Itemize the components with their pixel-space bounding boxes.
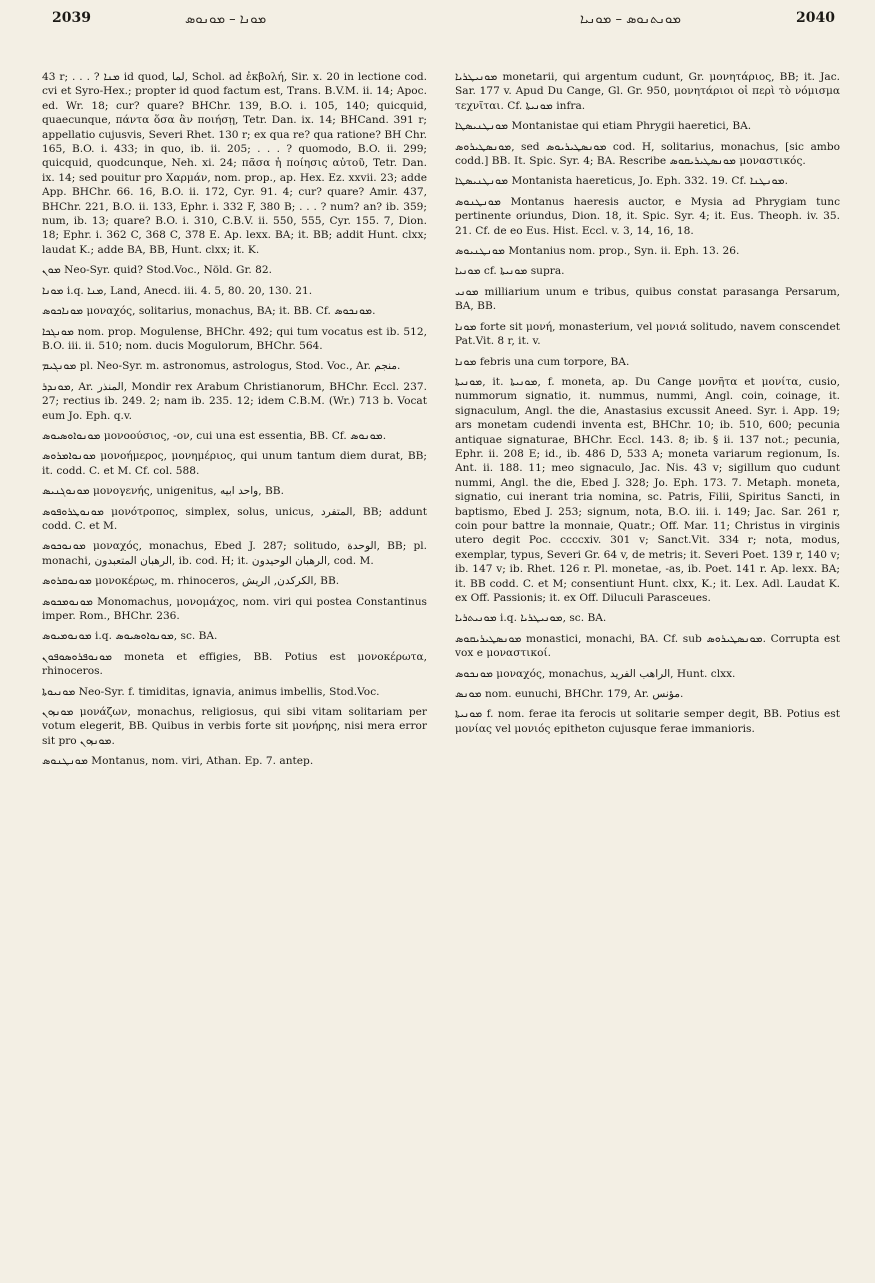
dictionary-entry: ܡܘܢܐ i.q. ܡܢܐ, Land, Anecd. iii. 4. 5, 80. 20, 130. 21. [42,284,313,297]
dictionary-entry: ܡܘܢܛܢܝܘܣ Montanius nom. prop., Syn. ii. Eph. 13. 26. [455,245,740,258]
dictionary-entry: ܡܘܢܣܛܝܪܘܣ, sed ܡܘܢܣܛܝܪܝܘܣ cod. H, solitarius, monachus, [sic ambo codd.] BB. It. Spic. Syr. 4; BA. Rescribe ܡܘܢܣܛܝܪܝܩܘܣ μοναστικός. [455,140,840,168]
dictionary-entry: ܡܘܢܓܟܐ nom. prop. Mogulense, BHChr. 492; qui tum vocatus est ib. 512, B.O. iii. ii. 510; nom. ducis Mogulorum, BHChr. 564. [42,325,427,352]
dictionary-entry: ܡܘܢܝܘܬܐ Neo-Syr. f. timiditas, ignavia, animus imbellis, Stod.Voc. [42,685,380,698]
dictionary-entry: ܡܘܢܘܡܝܘܣ i.q. ܡܘܢܘܐܘܣܝܘܣ, sc. BA. [42,630,218,643]
right-page-number: 2040 [796,10,835,26]
dictionary-entry: ܡܘܢܝܛܪܝܐ monetarii, qui argentum cudunt, Gr. μονητάριος, BB; it. Jac. Sar. 177 v. Apud Du Cange, Gl. Gr. 950, μονητάριοι οἱ περὶ τὸ νόμισμα τεχνῖται. Cf. ܡܘܢܝܬܐ infra. [455,71,840,112]
dictionary-entry: ܡܘܢܕܪ, Ar. المنذر, Mondir rex Arabum Christianorum, BHChr. Eccl. 237. 27; rectius ib. 249. 2; nam ib. 235. 12; idem C.B.M. (Wr.) 713 b. Vocat eum Jo. Eph. q.v. [42,380,427,422]
dictionary-entry: ܡܘܢܛܢܘܣ Montanus haeresis auctor, e Mysia ad Phrygiam tunc pertinente oriundus, Dion. 18, it. Spic. Syr. 4; it. Eus. Theoph. iv. 35. 21. Cf. de eo Eus. Hist. Eccl. v. 3, 14, 16, 18. [455,195,840,237]
dictionary-entry: ܡܘܢܘܟܘܣ μοναχός, monachus, Ebed J. 287; solitudo, الوحدة, BB; pl. monachi, الرهبان المتعبدون, ib. cod. H; it. الرهبان الوحيدون, cod. M. [42,540,427,567]
dictionary-entry: ܡܘܢܘܓܢܝܣ μονογενής, unigenitus, واحد ابيه, BB. [42,485,284,498]
dictionary-entry: ܡܘܢܛܢܝܣܛܐ Montanista haereticus, Jo. Eph. 332. 19. Cf. ܡܘܢܛܢܐ. [455,175,788,188]
left-column [42,70,427,1253]
dictionary-entry: ܡܘܢܟܘܣ μοναχός, monachus, الراهب الفريد, Hunt. clxx. [455,667,736,680]
dictionary-entry: ܡܘܢܘܩܪܘܣ μονοκέρως, m. rhinoceros, الكركدن, الريش, BB. [42,575,340,588]
dictionary-entry: ܡܘܢܛܢܘܣ Montanus, nom. viri, Athan. Ep. 7. antep. [42,755,314,768]
dictionary-entry: ܡܘܢܘܡܟܘܣ Monomachus, μονομάχος, nom. viri qui postea Constantinus imper. Rom., BHChr. 236. [42,595,427,622]
dictionary-entry: ܡܘܢܝ milliarium unum e tribus, quibus constat parasanga Persarum, BA, BB. [455,285,840,313]
dictionary-entry: ܡܘܢܣܛܝܪܝܩܘܣ monastici, monachi, BA. Cf. sub ܡܘܢܣܛܝܪܘܣ. Corrupta est vox e μοναστικοί. [455,632,840,660]
dictionary-entry: ܡܘܢܘܐܘܣܝܘܣ μονοούσιος, -ον, cui una est essentia, BB. Cf. ܡܘܢܘܣ. [42,429,387,442]
page-header [0,0,875,48]
dictionary-entry: ܡܘܢܘܛܪܘܦܘܣ μονότροπος, simplex, solus, unicus, المتفرد, BB; addunt codd. C. et M. [42,505,427,532]
dictionary-entry: ܡܘܢ Neo-Syr. quid? Stod.Voc., Nöld. Gr. 82. [42,264,272,277]
dictionary-entry: ܡܘܢܝܐ cf. ܡܘܢܝܬܐ supra. [455,265,565,278]
right-column [455,70,840,1253]
left-running-title: ܡܘܢܐ – ܡܘܢܘܣ [185,12,267,27]
dictionary-entry: ܡܘܢܘܐܡܪܘܣ μονοήμερος, μονημέριος, qui unum tantum diem durat, BB; it. codd. C. et M. Cf. col. 588. [42,450,427,477]
dictionary-entry: ܡܘܢܝܬܪܝܐ i.q. ܡܘܢܝܛܪܝܐ, sc. BA. [455,612,607,625]
dictionary-entry: ܡܘܢܐ febris una cum torpore, BA. [455,355,630,368]
dictionary-entry: ܡܘܢܝܬܐ, it. ܡܘܢܝܬܐ, f. moneta, ap. Du Cange μονῆτα et μονίτα, cusio, nummorum signatio, it. nummus, nummi, Angl. coin, coinage, it. signaculum, Angl. the die, Anastasius excussit Aneed. Syr. i. App. 19; ars monetam cudendi inventa est, BHChr. 10; ib. 510, 600; pecunia antiquae signaturae, BHChr. Eccl. 143. 8; ib. § ii. 137 not.; pecunia, Ephr. ii. 208 E; id., ib. 486 D, 533 A; moneta variarum regionum, Is. Ant. ii. 188. 11; meo signaculo, Jac. Nis. 43 v; sigillum quo cudunt nummi, Angl. the die, Ebed J. 328; Jo. Eph. 173. 7. Metaph. moneta, signatio, cui inerant tria nomina, sc. Patris, Filii, Spiritus Sancti, in baptismo, Ebed J. 253; signum, nota, B.O. iii. i. 149; Jac. Sar. 261 r, coin pour battre la monnaie, Quatr.; Off. Mar. 11; Christus in virginis utero degit Poc. ccccxiv. 301 v; Sanct.Vit. 334 r; nota, modus, exemplar, typus, Severi Gr. 64 v, de metris; it. Severi Poet. 139 r, 140 v; ib. 147 v; ib. Rhet. 126 r. Pl. monetae, -as, ib. Poet. 141 r. Ap. lexx. BA; it. BB codd. C. et M; consentiunt Hunt. clxx, K.; it. Lex. Adl. Laudat K. ex Off. Passionis; it. ex Off. Diluculi Parasceues. [455,375,840,604]
left-page-number: 2039 [52,10,91,26]
dictionary-entry: ܡܘܢܓܝܡ pl. Neo-Syr. m. astronomus, astrologus, Stod. Voc., Ar. منجم. [42,360,401,373]
dictionary-entry: ܡܘܢܛܢܝܣܛܐ Montanistae qui etiam Phrygii haeretici, BA. [455,120,752,133]
dictionary-entry: ܡܘܢܝܬܐ f. nom. ferae ita ferocis ut solitarie semper degit, BB. Potius est μονίας vel μονιός epitheton cujusque ferae immanioris. [455,708,840,735]
right-running-title: ܡܘܢܬܢܘܣ – ܡܘܢܝܐ [580,12,681,27]
dictionary-entry: ܡܘܢܐܟܘܣ μοναχός, solitarius, monachus, BA; it. BB. Cf. ܡܘܢܟܘܣ. [42,305,376,318]
dictionary-entry: ܡܘܢܙܘܢ μονάζων, monachus, religiosus, qui sibi vitam solitariam per votum elegerit, BB. Quibus in verbis forte sit μονήρης, nisi mera error sit pro ܡܘܢܙܘܢ. [42,706,427,747]
dictionary-entry: ܡܘܢܘܦܪܘܣܘܦܘܢ moneta et effigies, BB. Potius est μονοκέρωτα, rhinoceros. [42,650,427,678]
dictionary-entry: ܡܘܢܐ forte sit μονή, monasterium, vel μονιά solitudo, navem conscendet Pat.Vit. 8 r, it. v. [455,320,840,348]
dictionary-entry: 43 r; . . . ? ܡܢܐ id quod, لما, Schol. ad ἐκβολή, Sir. x. 20 in lectione cod. cvi et Syro-Hex.; propter id quod factum est, Trans. B.V.M. ii. 14; Apoc. ed. Wr. 18; cur? quare? BHChr. 139, B.O. i. 105, 140; quicquid, quaecunque, πάντα ὅσα ἂν ποιήσῃ, Tetr. Dan. ix. 14; BHCand. 391 r; appellatio cujusvis, Severi Rhet. 130 r; ex qua re? qua ratione? BH Chr. 165, B.O. i. 433; in quo, ib. ii. 205; . . . ? quomodo, B.O. ii. 299; quicquid, quodcunque, Neh. xi. 24; πᾶσα ἡ ποίησις αὐτοῦ, Tetr. Dan. ix. 14; sed pouitur pro Χαρμάν, nom. prop., ap. Hex. Ez. xxvii. 23; adde App. BHChr. 66. 16, B.O. ii. 172, Cyr. 91. 4; cur? quare? Amir. 437, BHChr. 221, B.O. ii. 133, Ephr. i. 332 F, 380 B; . . . ? num? an? ib. 359; num, ib. 13; quare? B.O. i. 310, C.B.V. ii. 550, 555, Cyr. 155. 7, Dion. 18; Ephr. i. 362 C, 368 C, 378 E. Ap. lexx. BA; it. BB; addit Hunt. clxx; laudat K.; adde BA, BB, Hunt. clxx; it. K. [42,71,427,256]
dictionary-entry: ܡܘܢܣ nom. eunuchi, BHChr. 179, Ar. مؤنس. [455,688,684,701]
